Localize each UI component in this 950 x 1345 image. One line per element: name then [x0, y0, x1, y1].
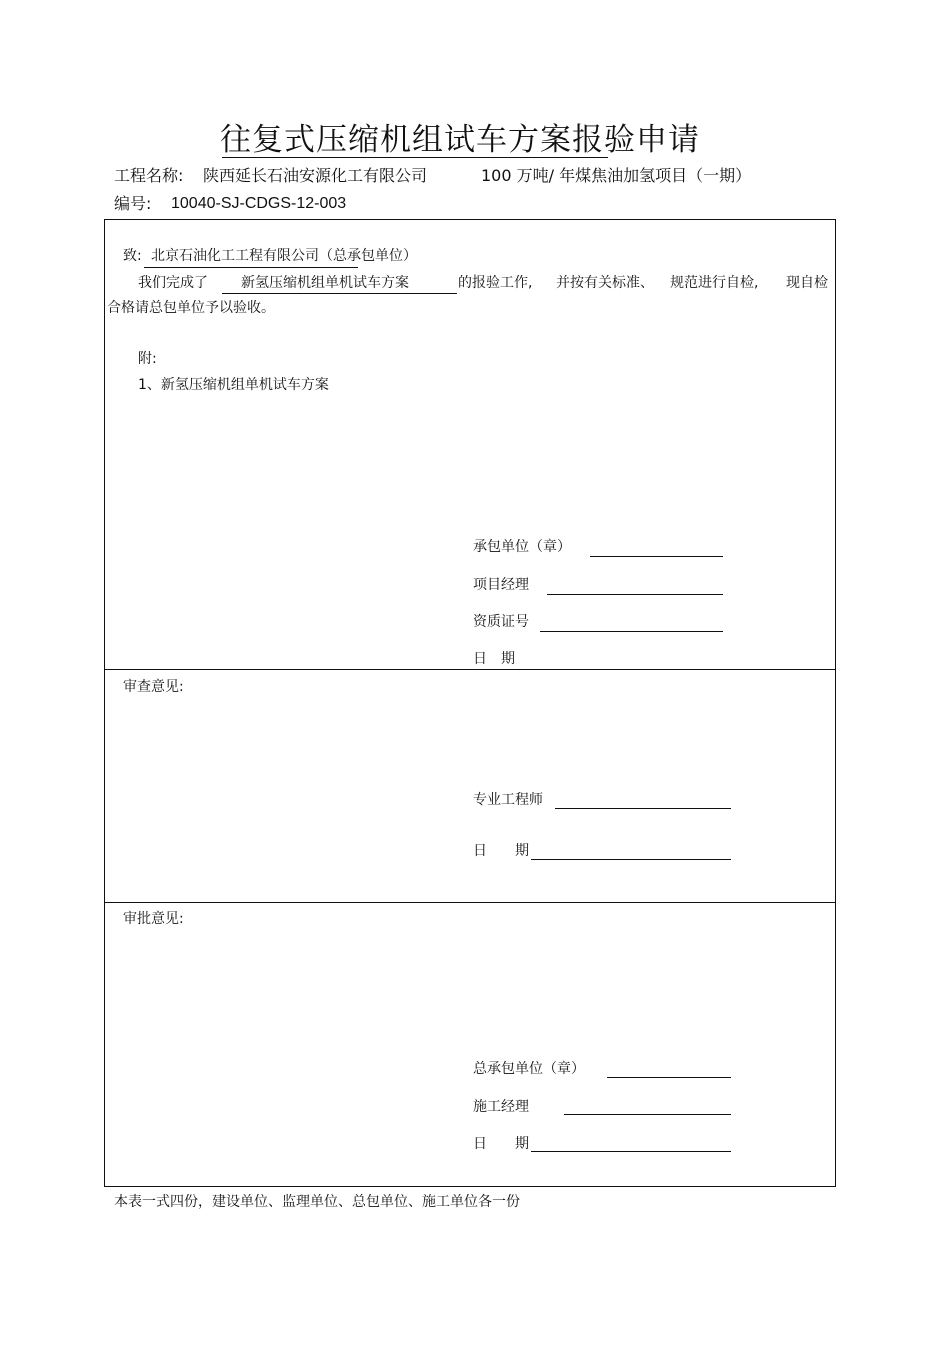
project-description: 100 万吨/ 年煤焦油加氢项目（一期） [481, 166, 752, 185]
to-value: 北京石油化工工程有限公司（总承包单位） [151, 248, 417, 264]
line1-filled: 新氢压缩机组单机试车方案 [241, 275, 409, 291]
attachment-label: 附: [138, 351, 157, 367]
project-name-value: 陕西延长石油安源化工有限公司 [203, 166, 428, 185]
to-underline [144, 267, 358, 268]
line1-prefix: 我们完成了 [138, 275, 208, 291]
title-underline [222, 157, 608, 158]
manager-sign-line [547, 594, 723, 595]
number-label: 编号: [114, 194, 152, 213]
line1-tail-a: 并按有关标准、 [556, 275, 654, 291]
document-title: 往复式压缩机组试车方案报验申请 [220, 122, 700, 158]
cert-sign-line [540, 631, 723, 632]
date-label-1: 日 期 [473, 651, 515, 667]
to-label: 致: [123, 248, 142, 264]
engineer-sign-line [555, 808, 731, 809]
line2: 合格请总包单位予以验收。 [107, 300, 275, 316]
date-label-2: 日 期 [473, 843, 529, 859]
contractor-sign-line [590, 556, 723, 557]
date-line-3 [531, 1151, 731, 1152]
contractor-sign-label: 承包单位（章） [473, 539, 571, 555]
line1-post: 的报验工作, [458, 275, 533, 291]
construction-manager-sign-label: 施工经理 [473, 1099, 529, 1115]
line1-underline [222, 293, 457, 294]
general-contractor-sign-line [607, 1077, 731, 1078]
line1-tail-c: 现自检 [786, 275, 828, 291]
footer-note: 本表一式四份，建设单位、监理单位、总包单位、施工单位各一份 [114, 1194, 520, 1210]
line1-tail-b: 规范进行自检, [670, 275, 759, 291]
number-value: 10040-SJ-CDGS-12-003 [171, 195, 347, 212]
engineer-sign-label: 专业工程师 [473, 792, 543, 808]
attachment-item: 1、新氢压缩机组单机试车方案 [138, 377, 329, 393]
review-heading: 审查意见: [123, 679, 184, 695]
date-label-3: 日 期 [473, 1136, 529, 1152]
approval-section [104, 902, 836, 1187]
cert-sign-label: 资质证号 [473, 614, 529, 630]
construction-manager-sign-line [564, 1114, 731, 1115]
approval-heading: 审批意见: [123, 911, 184, 927]
project-name-label: 工程名称: [114, 166, 184, 185]
date-line-2 [531, 859, 731, 860]
manager-sign-label: 项目经理 [473, 577, 529, 593]
review-section [104, 669, 836, 903]
general-contractor-sign-label: 总承包单位（章） [473, 1061, 585, 1077]
